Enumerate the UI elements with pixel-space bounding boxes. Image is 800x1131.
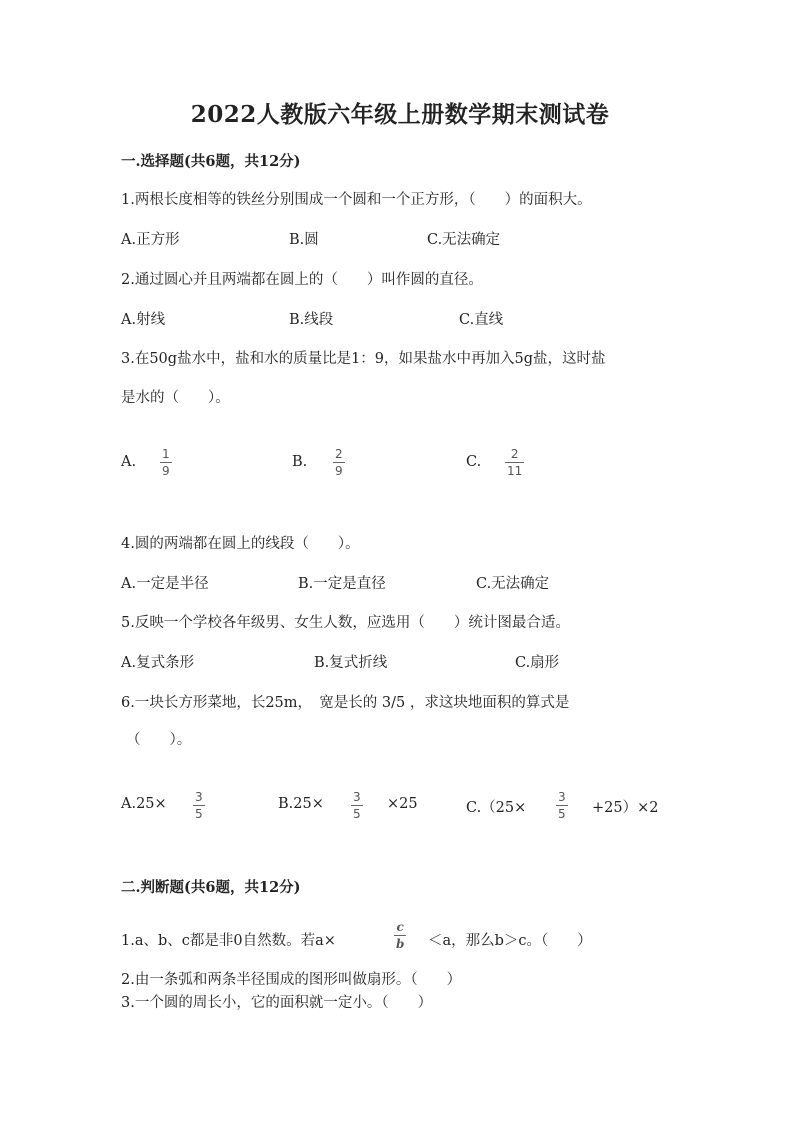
section-heading-judgement: 二.判断题(共6题，共12分): [121, 879, 301, 896]
question-4: 4.圆的两端都在圆上的线段（ ）。: [121, 536, 360, 552]
fraction-numerator: c: [396, 920, 404, 934]
question-3-line2: 是水的（ ）。: [121, 390, 230, 406]
fraction-denominator: 5: [353, 807, 361, 821]
question-5: 5.反映一个学校各年级男、女生人数，应选用（ ）统计图最合适。: [121, 615, 570, 631]
fraction-denominator: 9: [335, 464, 343, 478]
q3-fraction-a: [160, 448, 172, 477]
judge-question-2: 2.由一条弧和两条半径围成的图形叫做扇形。（ ）: [121, 972, 462, 988]
q2-option-b: B.线段: [289, 312, 334, 328]
question-2: 2.通过圆心并且两端都在圆上的（ ）叫作圆的直径。: [121, 272, 483, 288]
judge-question-1-tail: ＜a，那么b＞c。（ ）: [428, 933, 592, 949]
q6-option-a: A.25×: [121, 796, 167, 812]
q6-fraction-c: [556, 791, 568, 820]
q5-option-a: A.复式条形: [121, 655, 195, 671]
q2-option-a: A.射线: [121, 312, 166, 328]
fraction-denominator: b: [396, 937, 405, 951]
section-heading-choice: 一.选择题(共6题，共12分): [121, 153, 301, 170]
q3-option-b: B.: [292, 454, 308, 470]
q2-option-c: C.直线: [459, 312, 504, 328]
fraction-numerator: 2: [335, 447, 343, 461]
fraction-denominator: 5: [195, 807, 203, 821]
fraction-numerator: 3: [558, 790, 566, 804]
q3-fraction-b: [333, 448, 345, 477]
page-title: 2022人教版六年级上册数学期末测试卷: [190, 101, 610, 128]
q3-option-c: C.: [466, 454, 482, 470]
q4-option-b: B.一定是直径: [298, 576, 386, 592]
fraction-numerator: 3: [353, 790, 361, 804]
fraction-numerator: 1: [162, 447, 170, 461]
q4-option-c: C.无法确定: [476, 576, 550, 592]
fraction-numerator: 2: [510, 447, 519, 461]
fraction-numerator: 3: [195, 790, 203, 804]
q6-fraction-b: [351, 791, 363, 820]
judge-q1-fraction: [394, 921, 406, 950]
q5-option-b: B.复式折线: [314, 655, 388, 671]
q6-fraction-a: [193, 791, 205, 820]
q6-option-c: C.（25×: [466, 800, 527, 816]
q3-option-a: A.: [121, 454, 137, 470]
question-1: 1.两根长度相等的铁丝分别围成一个圆和一个正方形，（ ）的面积大。: [121, 192, 592, 208]
q1-option-b: B.圆: [289, 232, 319, 248]
q4-option-a: A.一定是半径: [121, 576, 209, 592]
fraction-denominator: 11: [507, 464, 523, 478]
question-6-line1: 6.一块长方形菜地，长25m， 宽是长的 3/5 ，求这块地面积的算式是: [121, 695, 570, 711]
q6-option-b: B.25×: [278, 796, 324, 812]
fraction-denominator: 9: [162, 464, 170, 478]
judge-question-3: 3.一个圆的周长小，它的面积就一定小。（ ）: [121, 995, 433, 1011]
question-6-line2: （ ）。: [126, 732, 192, 748]
fraction-denominator: 5: [558, 807, 566, 821]
q6-option-b-tail: ×25: [387, 796, 418, 812]
q3-fraction-c: [505, 448, 524, 477]
q6-option-c-tail: +25）×2: [592, 800, 659, 816]
q5-option-c: C.扇形: [515, 655, 560, 671]
q1-option-c: C.无法确定: [427, 232, 501, 248]
q1-option-a: A.正方形: [121, 232, 180, 248]
judge-question-1-head: 1.a、b、c都是非0自然数。若a×: [121, 933, 336, 949]
question-3-line1: 3.在50g盐水中，盐和水的质量比是1：9，如果盐水中再加入5g盐，这时盐: [121, 351, 606, 367]
